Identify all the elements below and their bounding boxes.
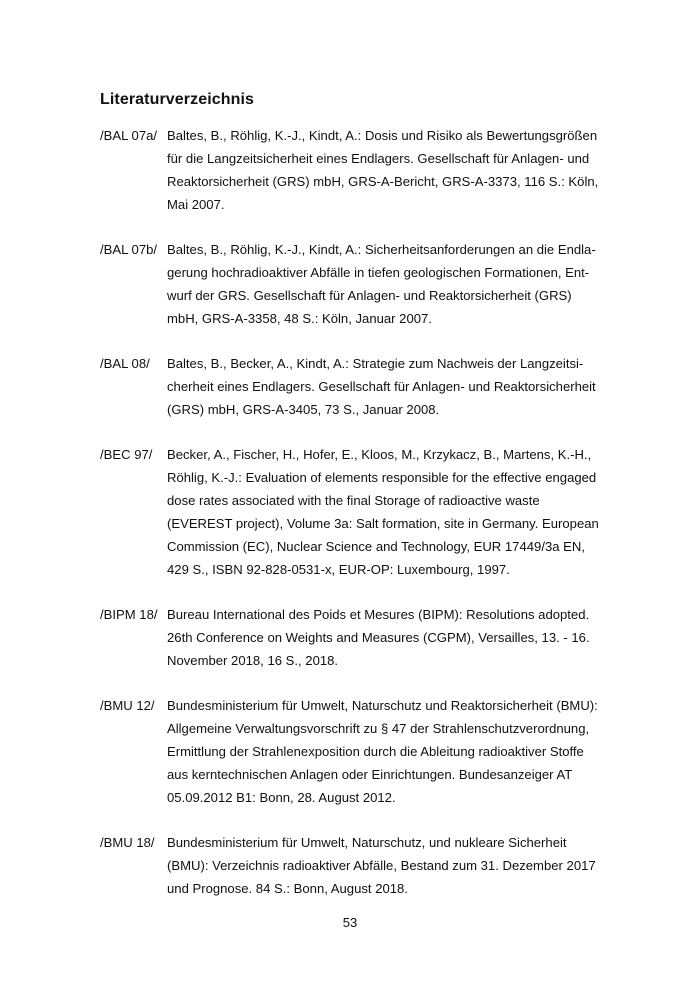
reference-line: 05.09.2012 B1: Bonn, 28. August 2012. (167, 790, 396, 805)
reference-line: und Prognose. 84 S.: Bonn, August 2018. (167, 881, 408, 896)
reference-text (167, 694, 620, 809)
reference-key: /BAL 07a/ (100, 128, 158, 143)
reference-text (167, 831, 620, 900)
page-number: 53 (342, 915, 358, 930)
reference-line: Allgemeine Verwaltungsvorschrift zu § 47 der Strahlenschutzverordnung, (167, 721, 590, 736)
reference-key: /BMU 12/ (100, 698, 155, 713)
reference-line: (EVEREST project), Volume 3a: Salt formation, site in Germany. European (167, 516, 599, 531)
reference-line: Bureau International des Poids et Mesures (BIPM): Resolutions adopted. (167, 607, 590, 622)
reference-key: /BAL 08/ (100, 356, 150, 371)
reference-entry (100, 694, 620, 809)
reference-text (167, 238, 620, 330)
reference-line: Reaktorsicherheit (GRS) mbH, GRS-A-Bericht, GRS-A-3373, 116 S.: Köln, (167, 174, 599, 189)
reference-key: /BEC 97/ (100, 447, 153, 462)
reference-line: Baltes, B., Röhlig, K.-J., Kindt, A.: Sicherheitsanforderungen an die Endla- (167, 242, 596, 257)
reference-key: /BIPM 18/ (100, 607, 158, 622)
reference-entry (100, 238, 620, 330)
page-heading: Literaturverzeichnis (100, 91, 255, 108)
reference-line: cherheit eines Endlagers. Gesellschaft für Anlagen- und Reaktorsicherheit (167, 379, 596, 394)
reference-line: Mai 2007. (167, 197, 225, 212)
reference-line: Baltes, B., Röhlig, K.-J., Kindt, A.: Dosis und Risiko als Bewertungsgrößen (167, 128, 598, 143)
reference-line: aus kerntechnischen Anlagen oder Einrichtungen. Bundesanzeiger AT (167, 767, 573, 782)
reference-text (167, 443, 620, 581)
reference-line: Bundesministerium für Umwelt, Naturschutz, und nukleare Sicherheit (167, 835, 567, 850)
reference-entry (100, 124, 620, 216)
reference-line: wurf der GRS. Gesellschaft für Anlagen- und Reaktorsicherheit (GRS) (167, 288, 572, 303)
reference-line: Röhlig, K.-J.: Evaluation of elements responsible for the effective engaged (167, 470, 597, 485)
reference-line: für die Langzeitsicherheit eines Endlagers. Gesellschaft für Anlagen- und (167, 151, 590, 166)
reference-entry (100, 352, 620, 421)
reference-entry (100, 831, 620, 900)
reference-line: November 2018, 16 S., 2018. (167, 653, 339, 668)
reference-line: Ermittlung der Strahlenexposition durch die Ableitung radioaktiver Stoffe (167, 744, 584, 759)
reference-list (100, 124, 620, 922)
reference-text (167, 603, 620, 672)
reference-key: /BMU 18/ (100, 835, 155, 850)
reference-line: Baltes, B., Becker, A., Kindt, A.: Strategie zum Nachweis der Langzeitsi- (167, 356, 584, 371)
reference-key: /BAL 07b/ (100, 242, 158, 257)
reference-line: Bundesministerium für Umwelt, Naturschutz und Reaktorsicherheit (BMU): (167, 698, 598, 713)
reference-line: mbH, GRS-A-3358, 48 S.: Köln, Januar 2007. (167, 311, 432, 326)
reference-entry (100, 603, 620, 672)
reference-line: 429 S., ISBN 92-828-0531-x, EUR-OP: Luxembourg, 1997. (167, 562, 510, 577)
reference-line: dose rates associated with the final Storage of radioactive waste (167, 493, 540, 508)
reference-text (167, 352, 620, 421)
reference-line: (BMU): Verzeichnis radioaktiver Abfälle, Bestand zum 31. Dezember 2017 (167, 858, 596, 873)
reference-line: Commission (EC), Nuclear Science and Technology, EUR 17449/3a EN, (167, 539, 585, 554)
reference-line: Becker, A., Fischer, H., Hofer, E., Kloos, M., Krzykacz, B., Martens, K.-H., (167, 447, 592, 462)
reference-line: gerung hochradioaktiver Abfälle in tiefen geologischen Formationen, Ent- (167, 265, 590, 280)
reference-line: (GRS) mbH, GRS-A-3405, 73 S., Januar 2008. (167, 402, 440, 417)
reference-entry (100, 443, 620, 581)
reference-line: 26th Conference on Weights and Measures (CGPM), Versailles, 13. - 16. (167, 630, 590, 645)
reference-text (167, 124, 620, 216)
